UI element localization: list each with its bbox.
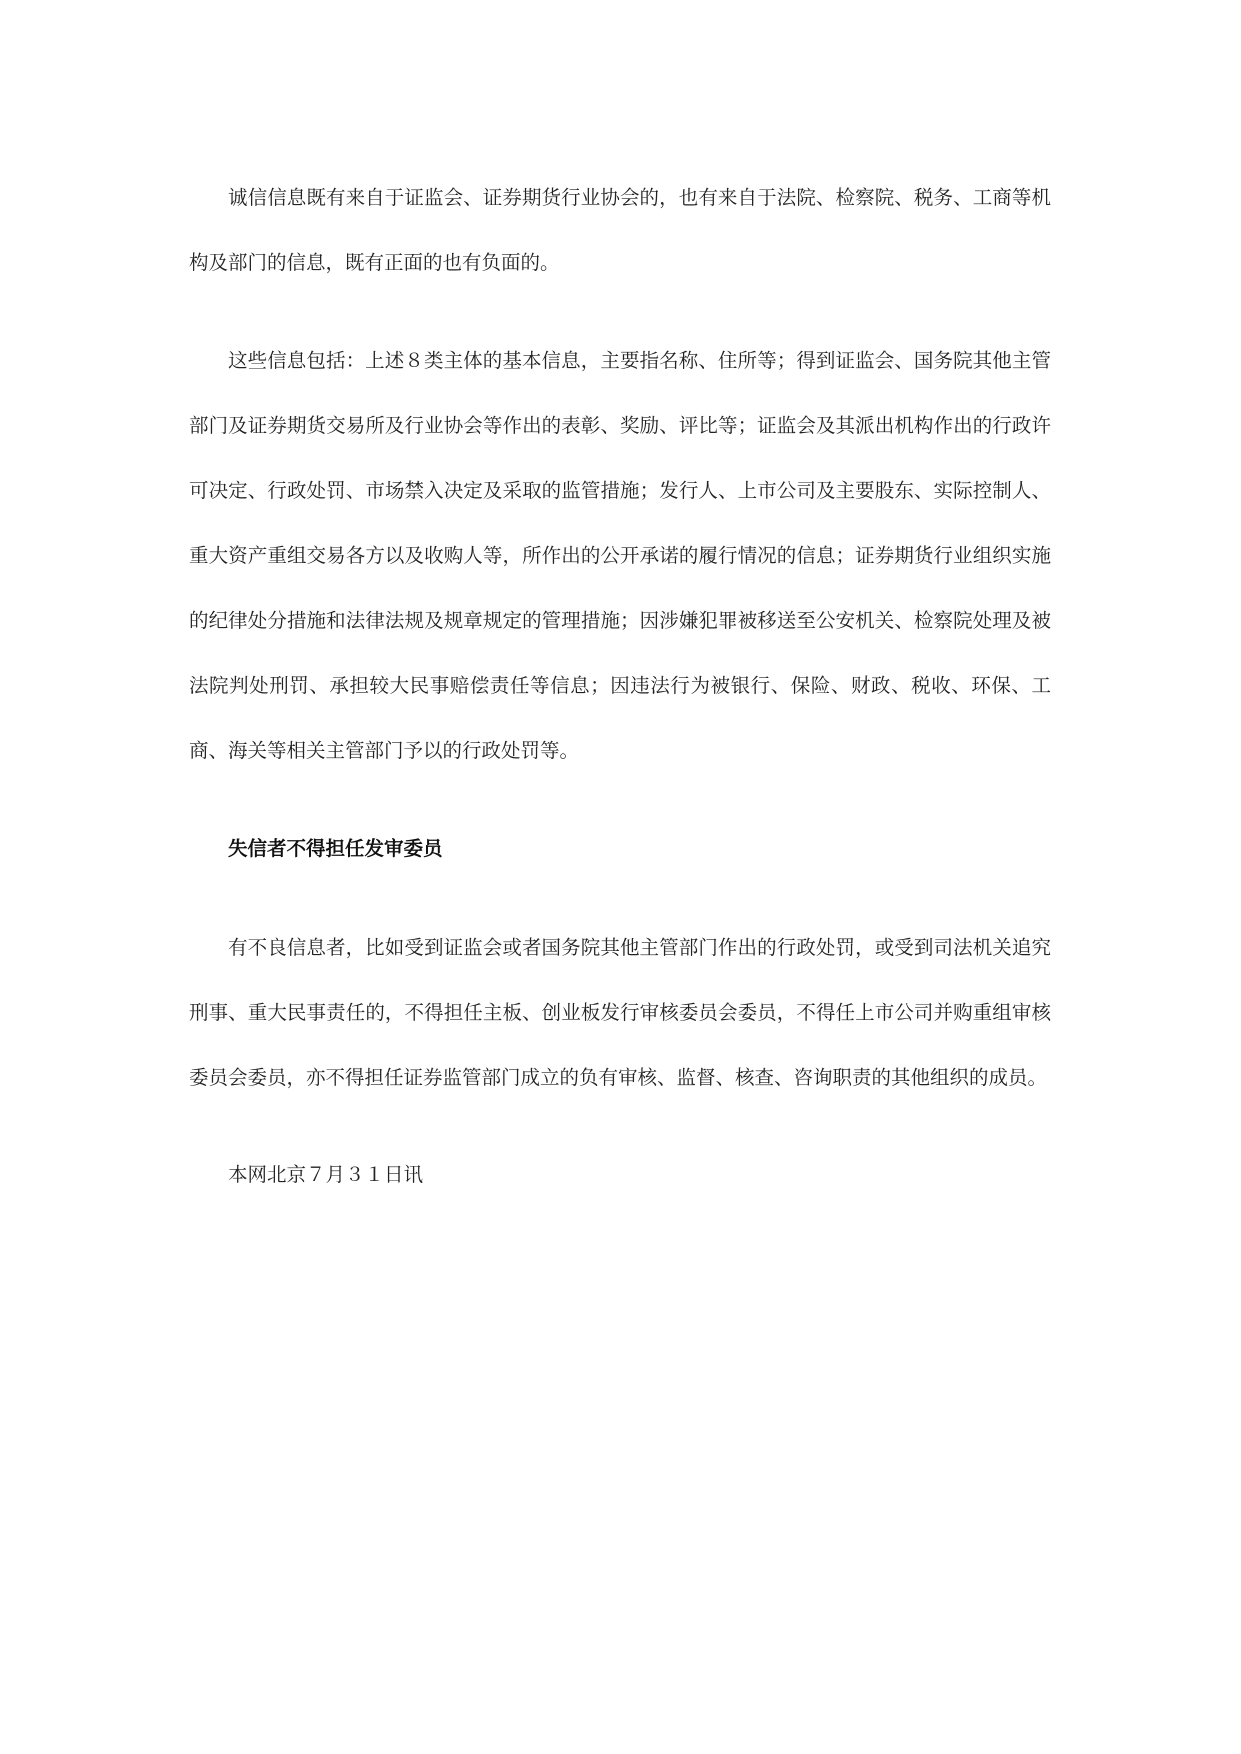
section-heading: 失信者不得担任发审委员	[228, 837, 443, 860]
paragraph-disqualification: 有不良信息者，比如受到证监会或者国务院其他主管部门作出的行政处罚，或受到司法机关追究刑事、重大民事责任的，不得担任主板、创业板发行审核委员会委员，不得任上市公司并购重组审核委员会委员，亦不得担任证券监管部门成立的负有审核、监督、核查、咨询职责的其他组织的成员。	[189, 936, 1051, 1089]
paragraph-credit-info-contents: 这些信息包括：上述８类主体的基本信息，主要指名称、住所等；得到证监会、国务院其他主管部门及证券期货交易所及行业协会等作出的表彰、奖励、评比等；证监会及其派出机构作出的行政许可决定、行政处罚、市场禁入决定及采取的监管措施；发行人、上市公司及主要股东、实际控制人、重大资产重组交易各方以及收购人等，所作出的公开承诺的履行情况的信息；证券期货行业组织实施的纪律处分措施和法律法规及规章规定的管理措施；因涉嫌犯罪被移送至公安机关、检察院处理及被法院判处刑罚、承担较大民事赔偿责任等信息；因违法行为被银行、保险、财政、税收、环保、工商、海关等相关主管部门予以的行政处罚等。	[189, 349, 1051, 762]
paragraph-credit-info-sources: 诚信信息既有来自于证监会、证券期货行业协会的，也有来自于法院、检察院、税务、工商等机构及部门的信息，既有正面的也有负面的。	[189, 186, 1051, 274]
document-body	[189, 165, 1051, 1207]
dateline: 本网北京７月３１日讯	[228, 1163, 424, 1186]
